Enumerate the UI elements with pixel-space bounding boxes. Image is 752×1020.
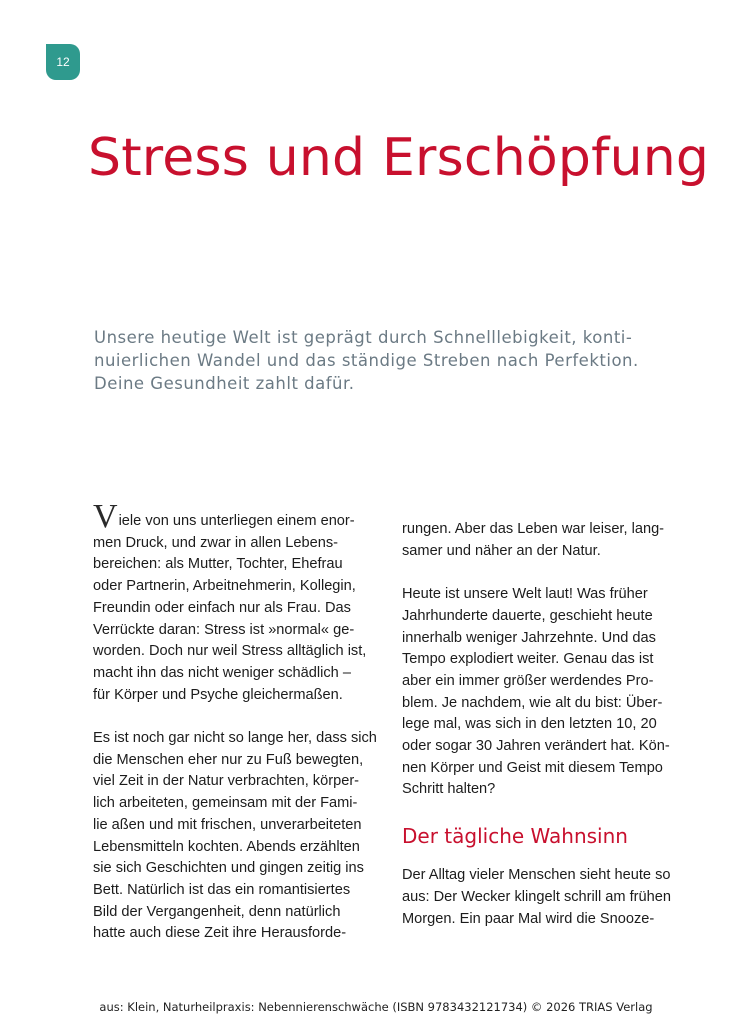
text-line: nen Körper und Geist mit diesem Tempo xyxy=(402,759,663,776)
text-line: für Körper und Psyche gleichermaßen. xyxy=(93,686,343,703)
footer-citation: aus: Klein, Naturheilpraxis: Nebennierenschwäche (ISBN 9783432121734) © 2026 TRIAS Verlag xyxy=(99,1000,653,1014)
drop-cap: V xyxy=(93,498,118,535)
text-line: Bild der Vergangenheit, denn natürlich xyxy=(93,903,341,920)
text-line: aber ein immer größer werdendes Pro- xyxy=(402,672,654,689)
intro-line: nuierlichen Wandel und das ständige Streben nach Perfektion. xyxy=(94,351,639,370)
text-line: men Druck, und zwar in allen Lebens- xyxy=(93,534,338,551)
text-line: Bett. Natürlich ist das ein romantisiertes xyxy=(93,881,351,898)
text-line: Heute ist unsere Welt laut! Was früher xyxy=(402,586,648,603)
text-line: Freundin oder einfach nur als Frau. Das xyxy=(93,599,351,616)
intro-line: Unsere heutige Welt ist geprägt durch Schnelllebigkeit, konti- xyxy=(94,328,633,347)
text-line: lege mal, was sich in den letzten 10, 20 xyxy=(402,716,657,733)
text-line: sie sich Geschichten und gingen zeitig ins xyxy=(93,860,364,877)
text-line: oder sogar 30 Jahren verändert hat. Kön- xyxy=(402,738,670,755)
right-column xyxy=(402,519,692,930)
chapter-title: Stress und Erschöpfung xyxy=(88,128,710,188)
paragraph-gap xyxy=(402,562,692,584)
text-line: Lebensmitteln kochten. Abends erzählten xyxy=(93,838,360,855)
text-line: samer und näher an der Natur. xyxy=(402,542,601,559)
text-line: Tempo explodiert weiter. Genau das ist xyxy=(402,651,654,668)
text-line: Morgen. Ein paar Mal wird die Snooze- xyxy=(402,910,655,927)
text-line: Schritt halten? xyxy=(402,781,496,798)
text-line: innerhalb weniger Jahrzehnte. Und das xyxy=(402,629,656,646)
text-line: Der Alltag vieler Menschen sieht heute so xyxy=(402,867,671,884)
page-number-badge xyxy=(46,44,80,80)
text-line: blem. Je nachdem, wie alt du bist: Über- xyxy=(402,694,663,711)
first-line-text: iele von uns unterliegen einem enor- xyxy=(118,513,355,529)
section-subheading: Der tägliche Wahnsinn xyxy=(402,824,628,849)
text-line: die Menschen eher nur zu Fuß bewegten, xyxy=(93,751,364,768)
paragraph-gap xyxy=(93,706,383,728)
text-line: viel Zeit in der Natur verbrachten, körper- xyxy=(93,773,360,790)
page-number: 12 xyxy=(56,55,70,69)
text-line: lich arbeiteten, gemeinsam mit der Fami- xyxy=(93,795,358,812)
text-line: rungen. Aber das Leben war leiser, lang- xyxy=(402,521,665,537)
intro-paragraph xyxy=(94,326,654,395)
text-line: macht ihn das nicht weniger schädlich – xyxy=(93,664,351,681)
text-line: Jahrhunderte dauerte, geschieht heute xyxy=(402,607,653,624)
text-line: hatte auch diese Zeit ihre Herausforde- xyxy=(93,925,347,942)
left-column xyxy=(93,498,383,945)
text-line: lie aßen und mit frischen, unverarbeiteten xyxy=(93,816,362,833)
text-line: Verrückte daran: Stress ist »normal« ge- xyxy=(93,621,355,638)
first-line xyxy=(93,498,383,535)
text-line: bereichen: als Mutter, Tochter, Ehefrau xyxy=(93,556,343,573)
text-line: Es ist noch gar nicht so lange her, dass sich xyxy=(93,730,377,747)
text-line: worden. Doch nur weil Stress alltäglich ist, xyxy=(93,643,367,660)
text-line: aus: Der Wecker klingelt schrill am frühen xyxy=(402,888,672,905)
text-line: oder Partnerin, Arbeitnehmerin, Kollegin, xyxy=(93,578,356,595)
intro-line: Deine Gesundheit zahlt dafür. xyxy=(94,374,355,393)
